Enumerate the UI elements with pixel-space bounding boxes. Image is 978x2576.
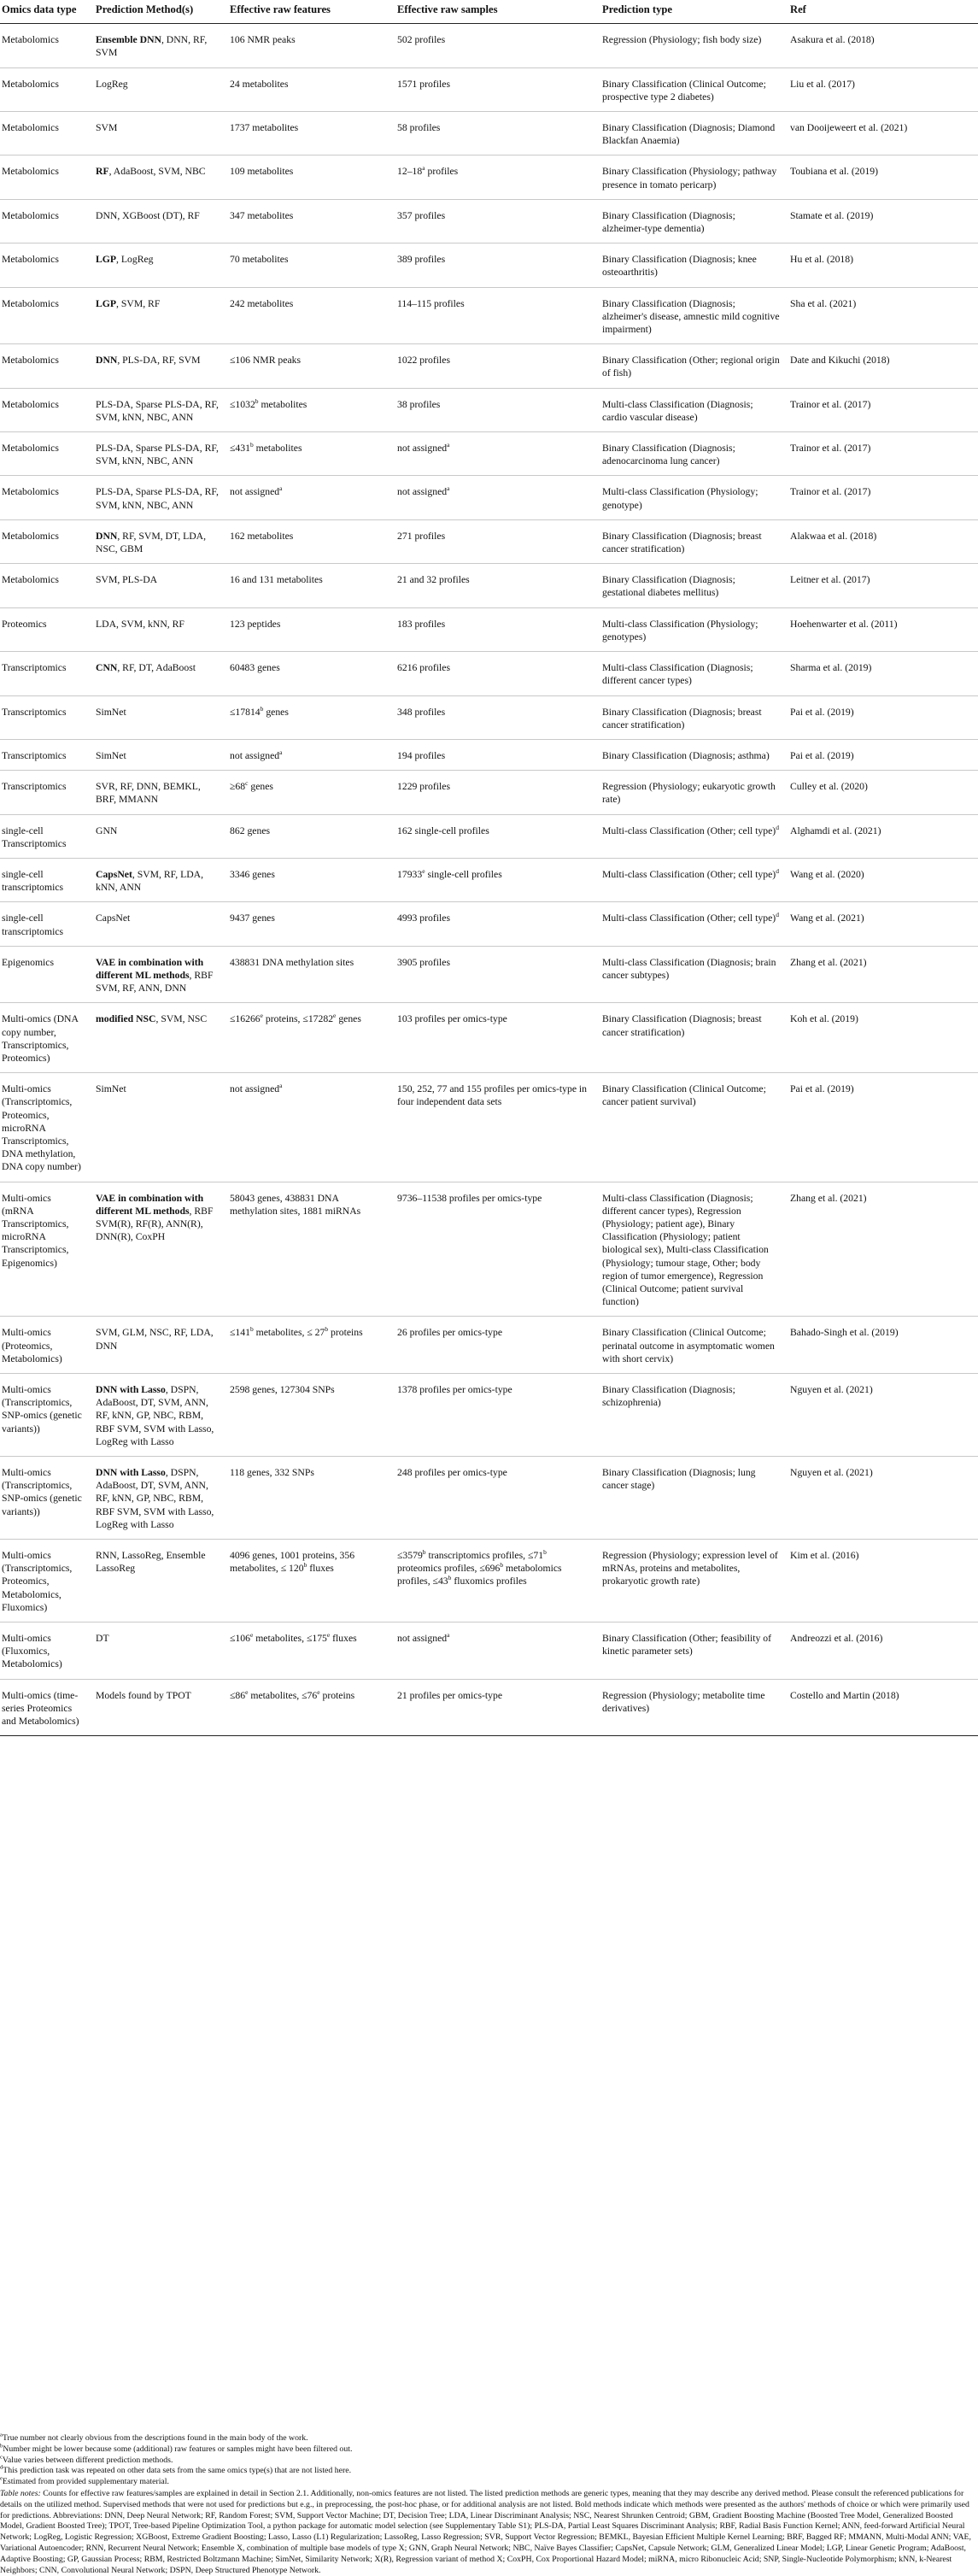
method-primary: DNN with Lasso [96, 1384, 166, 1396]
cell-ref: Trainor et al. (2017) [788, 432, 978, 476]
cell-method [94, 607, 228, 651]
method-others: , PLS-DA, RF, SVM [117, 355, 201, 367]
cell-omics: Metabolomics [0, 244, 94, 287]
cell-prediction-type: Binary Classification (Diagnosis; gestational diabetes mellitus) [600, 564, 788, 607]
cell-features: 9437 genes [228, 902, 395, 946]
cell-samples: 103 profiles per omics-type [395, 1003, 600, 1073]
table-row [0, 1317, 978, 1374]
cell-features: $\le 17814^b$ genes [228, 695, 395, 739]
cell-prediction-type: Binary Classification (Physiology; pathway presence in tomato pericarp) [600, 155, 788, 199]
table-row [0, 946, 978, 1003]
method-primary: Ensemble DNN [96, 34, 161, 46]
cell-prediction-type: Multi-class Classification (Diagnosis; different cancer types) [600, 652, 788, 695]
cell-prediction-type: Binary Classification (Diagnosis; adenocarcinoma lung cancer) [600, 432, 788, 476]
cell-method [94, 287, 228, 344]
cell-prediction-type: Multi-class Classification (Diagnosis; different cancer types), Regression (Physiology; patient age), Binary Classification (Physiology; patient biological sex), Multi-class Classification (Physiology; tumour stage, Other; body region of tumor emergence), Regression (Clinical Outcome; patient survival function) [600, 1182, 788, 1317]
cell-method [94, 344, 228, 388]
cell-ref: Hu et al. (2018) [788, 244, 978, 287]
cell-method [94, 244, 228, 287]
cell-prediction-type: Binary Classification (Diagnosis; asthma) [600, 739, 788, 770]
cell-samples: 58 profiles [395, 112, 600, 155]
table-row [0, 244, 978, 287]
method-others: SVM, PLS-DA [96, 574, 158, 586]
cell-method [94, 771, 228, 814]
cell-features: ≤106 NMR peaks [228, 344, 395, 388]
cell-prediction-type: Binary Classification (Diagnosis; breast cancer stratification) [600, 1003, 788, 1073]
method-primary: CapsNet [96, 868, 132, 880]
cell-prediction-type: Binary Classification (Other; regional origin of fish) [600, 344, 788, 388]
table-row [0, 1622, 978, 1680]
cell-prediction-type: Regression (Physiology; expression level of mRNAs, proteins and metabolites, prokaryotic growth rate) [600, 1540, 788, 1622]
cell-samples: not assigned$^a$ [395, 476, 600, 519]
cell-prediction-type: Binary Classification (Diagnosis; Diamond Blackfan Anaemia) [600, 112, 788, 155]
table-body [0, 24, 978, 1736]
cell-samples: 1378 profiles per omics-type [395, 1374, 600, 1457]
method-others: SVM [96, 122, 118, 134]
footnote-c-text: Value varies between different prediction methods. [2, 2455, 173, 2465]
method-others: , DSPN, AdaBoost, DT, SVM, ANN, RF, kNN, GP, NBC, RBM, RBF SVM, SVM with Lasso, LogReg with Lasso [96, 1467, 214, 1530]
cell-samples: $\le 3579^b$ transcriptomics profiles, $\le 71^b$ proteomics profiles, $\le 696^b$ metabolomics profiles, $\le 43^b$ fluxomics profiles [395, 1540, 600, 1622]
cell-samples: 3905 profiles [395, 946, 600, 1003]
cell-method [94, 739, 228, 770]
cell-method [94, 814, 228, 858]
table-row [0, 67, 978, 111]
method-others: , DNN, RF, SVM [96, 34, 208, 59]
footnote-a-text: True number not clearly obvious from the descriptions found in the main body of the work. [2, 2433, 308, 2443]
header-features: Effective raw features [228, 0, 395, 24]
cell-method [94, 1622, 228, 1680]
table-notes [0, 2433, 974, 2576]
cell-samples: 26 profiles per omics-type [395, 1317, 600, 1374]
method-others: SimNet [96, 749, 126, 761]
cell-features: $\le 141^b$ metabolites, ≤ $27^b$ proteins [228, 1317, 395, 1374]
cell-prediction-type: Binary Classification (Diagnosis; alzheimer's disease, amnestic mild cognitive impairment) [600, 287, 788, 344]
cell-samples: not assigned$^a$ [395, 1622, 600, 1680]
cell-features: 123 peptides [228, 607, 395, 651]
cell-samples: 1571 profiles [395, 67, 600, 111]
footnote-e: $^e$Estimated from provided supplementary material. [0, 2475, 169, 2487]
cell-method [94, 155, 228, 199]
cell-ref: Pai et al. (2019) [788, 739, 978, 770]
cell-samples: 21 profiles per omics-type [395, 1679, 600, 1736]
table-row [0, 24, 978, 67]
cell-method [94, 1182, 228, 1317]
header-method: Prediction Method(s) [94, 0, 228, 24]
cell-features: $\ge 68^c$ genes [228, 771, 395, 814]
cell-prediction-type: Binary Classification (Clinical Outcome; perinatal outcome in asymptomatic women with short cervix) [600, 1317, 788, 1374]
header-prediction-type: Prediction type [600, 0, 788, 24]
table-row [0, 607, 978, 651]
table-row [0, 287, 978, 344]
cell-samples: 4993 profiles [395, 902, 600, 946]
table-row [0, 1679, 978, 1736]
table-header [0, 0, 978, 24]
method-primary: modified NSC [96, 1013, 156, 1025]
cell-omics: Multi-omics (Transcriptomics, Proteomics, microRNA Transcriptomics, DNA methylation, DNA copy number) [0, 1073, 94, 1182]
cell-omics: Multi-omics (time-series Proteomics and Metabolomics) [0, 1679, 94, 1736]
cell-samples: 348 profiles [395, 695, 600, 739]
cell-prediction-type: Binary Classification (Diagnosis; breast cancer stratification) [600, 519, 788, 563]
cell-ref: Nguyen et al. (2021) [788, 1374, 978, 1457]
table-row [0, 432, 978, 476]
cell-ref: Hoehenwarter et al. (2011) [788, 607, 978, 651]
cell-method [94, 858, 228, 901]
cell-features: not assigned$^a$ [228, 1073, 395, 1182]
cell-omics: Metabolomics [0, 155, 94, 199]
cell-samples: 21 and 32 profiles [395, 564, 600, 607]
cell-omics: Transcriptomics [0, 771, 94, 814]
cell-omics: single-cell Transcriptomics [0, 814, 94, 858]
cell-features: not assigned$^a$ [228, 739, 395, 770]
cell-method [94, 67, 228, 111]
cell-ref: Liu et al. (2017) [788, 67, 978, 111]
cell-features: 70 metabolites [228, 244, 395, 287]
footnote-d: $^d$This prediction task was repeated on other data sets from the same omics type(s) that are not listed here. [0, 2465, 352, 2476]
cell-method [94, 519, 228, 563]
table-row [0, 814, 978, 858]
cell-omics: Metabolomics [0, 476, 94, 519]
cell-prediction-type: Multi-class Classification (Physiology; genotype) [600, 476, 788, 519]
cell-omics: Metabolomics [0, 388, 94, 431]
cell-samples: 194 profiles [395, 739, 600, 770]
cell-features: $\le 1032^b$ metabolites [228, 388, 395, 431]
cell-samples: 248 profiles per omics-type [395, 1457, 600, 1540]
cell-method [94, 695, 228, 739]
cell-prediction-type: Binary Classification (Diagnosis; knee osteoarthritis) [600, 244, 788, 287]
method-others: RNN, LassoReg, Ensemble LassoReg [96, 1550, 206, 1575]
cell-omics: Multi-omics (Fluxomics, Metabolomics) [0, 1622, 94, 1680]
method-others: SimNet [96, 1083, 126, 1095]
cell-samples: 357 profiles [395, 199, 600, 243]
table-row [0, 476, 978, 519]
cell-ref: Kim et al. (2016) [788, 1540, 978, 1622]
method-others: CapsNet [96, 912, 131, 924]
method-others: , SVM, RF, LDA, kNN, ANN [96, 868, 204, 894]
cell-method [94, 652, 228, 695]
cell-ref: Zhang et al. (2021) [788, 946, 978, 1003]
cell-samples: 17933e single-cell profiles [395, 858, 600, 901]
header-samples: Effective raw samples [395, 0, 600, 24]
method-others: , DSPN, AdaBoost, DT, SVM, ANN, RF, kNN, GP, NBC, RBM, RBF SVM, SVM with Lasso, LogReg with Lasso [96, 1384, 214, 1447]
method-primary: DNN [96, 355, 118, 367]
table-row [0, 652, 978, 695]
cell-ref: Costello and Martin (2018) [788, 1679, 978, 1736]
cell-ref: Nguyen et al. (2021) [788, 1457, 978, 1540]
cell-prediction-type: Multi-class Classification (Other; cell type)$^d$ [600, 814, 788, 858]
cell-prediction-type: Binary Classification (Diagnosis; schizophrenia) [600, 1374, 788, 1457]
table-row [0, 388, 978, 431]
cell-samples: not assigned$^a$ [395, 432, 600, 476]
cell-ref: Bahado-Singh et al. (2019) [788, 1317, 978, 1374]
cell-samples: 1229 profiles [395, 771, 600, 814]
cell-ref: Zhang et al. (2021) [788, 1182, 978, 1317]
footnote-b-text: Number might be lower because some (additional) raw features or samples might have been filtered out. [3, 2444, 353, 2454]
cell-prediction-type: Binary Classification (Clinical Outcome; cancer patient survival) [600, 1073, 788, 1182]
cell-prediction-type: Binary Classification (Diagnosis; alzheimer-type dementia) [600, 199, 788, 243]
cell-samples: 150, 252, 77 and 155 profiles per omics-type in four independent data sets [395, 1073, 600, 1182]
table-row [0, 695, 978, 739]
cell-method [94, 1679, 228, 1736]
cell-ref: Toubiana et al. (2019) [788, 155, 978, 199]
cell-prediction-type: Binary Classification (Diagnosis; breast cancer stratification) [600, 695, 788, 739]
method-others: LDA, SVM, kNN, RF [96, 618, 184, 630]
cell-features: $\le 431^b$ metabolites [228, 432, 395, 476]
cell-omics: Metabolomics [0, 564, 94, 607]
cell-samples: 162 single-cell profiles [395, 814, 600, 858]
cell-prediction-type: Regression (Physiology; metabolite time derivatives) [600, 1679, 788, 1736]
cell-samples: 389 profiles [395, 244, 600, 287]
method-others: , RF, DT, AdaBoost [117, 662, 196, 674]
cell-omics: Multi-omics (Transcriptomics, SNP-omics (genetic variants)) [0, 1374, 94, 1457]
cell-method [94, 1374, 228, 1457]
method-others: , LogReg [116, 254, 154, 266]
method-others: Models found by TPOT [96, 1689, 191, 1701]
cell-ref: Pai et al. (2019) [788, 695, 978, 739]
method-others: PLS-DA, Sparse PLS-DA, RF, SVM, kNN, NBC, ANN [96, 398, 219, 423]
table-row [0, 739, 978, 770]
table-row [0, 1182, 978, 1317]
cell-omics: Metabolomics [0, 287, 94, 344]
cell-features: 106 NMR peaks [228, 24, 395, 67]
cell-method [94, 1003, 228, 1073]
table-row [0, 771, 978, 814]
cell-omics: Proteomics [0, 607, 94, 651]
cell-prediction-type: Regression (Physiology; eukaryotic growth rate) [600, 771, 788, 814]
cell-ref: Trainor et al. (2017) [788, 476, 978, 519]
cell-features: $\le 86^e$ metabolites, $\le 76^e$ proteins [228, 1679, 395, 1736]
cell-prediction-type: Multi-class Classification (Other; cell type)$^d$ [600, 858, 788, 901]
header-ref: Ref [788, 0, 978, 24]
cell-ref: Alghamdi et al. (2021) [788, 814, 978, 858]
footnote-d-text: This prediction task was repeated on other data sets from the same omics type(s) that are not listed here. [3, 2466, 352, 2476]
method-primary: LGP [96, 254, 117, 266]
cell-method [94, 199, 228, 243]
cell-method [94, 1540, 228, 1622]
method-primary: DNN with Lasso [96, 1467, 166, 1479]
cell-features: 3346 genes [228, 858, 395, 901]
method-primary: VAE in combination with different ML methods [96, 1192, 204, 1217]
cell-samples: 1022 profiles [395, 344, 600, 388]
cell-features: 1737 metabolites [228, 112, 395, 155]
cell-ref: Asakura et al. (2018) [788, 24, 978, 67]
cell-features: 162 metabolites [228, 519, 395, 563]
cell-samples: 12–18$^a$ profiles [395, 155, 600, 199]
method-others: , RBF SVM(R), RF(R), ANN(R), DNN(R), CoxPH [96, 1205, 214, 1243]
header-omics: Omics data type [0, 0, 94, 24]
cell-ref: Leitner et al. (2017) [788, 564, 978, 607]
cell-omics: Metabolomics [0, 519, 94, 563]
method-others: LogReg [96, 78, 128, 90]
table-row [0, 564, 978, 607]
table-row [0, 112, 978, 155]
cell-prediction-type: Multi-class Classification (Diagnosis; cardio vascular disease) [600, 388, 788, 431]
cell-method [94, 476, 228, 519]
cell-omics: Multi-omics (DNA copy number, Transcriptomics, Proteomics) [0, 1003, 94, 1073]
method-others: DT [96, 1633, 109, 1645]
cell-samples: 114–115 profiles [395, 287, 600, 344]
footnote-b: $^b$Number might be lower because some (additional) raw features or samples might have been filtered out. [0, 2443, 353, 2454]
method-others: PLS-DA, Sparse PLS-DA, RF, SVM, kNN, NBC, ANN [96, 486, 219, 511]
cell-features: 4096 genes, 1001 proteins, 356 metabolites, ≤ $120^b$ fluxes [228, 1540, 395, 1622]
method-others: , RF, SVM, DT, LDA, NSC, GBM [96, 530, 207, 555]
cell-features: 2598 genes, 127304 SNPs [228, 1374, 395, 1457]
cell-omics: single-cell transcriptomics [0, 902, 94, 946]
cell-prediction-type: Regression (Physiology; fish body size) [600, 24, 788, 67]
cell-method [94, 432, 228, 476]
cell-features: $\le 16266^e$ proteins, $\le 17282^e$ genes [228, 1003, 395, 1073]
cell-features: 242 metabolites [228, 287, 395, 344]
cell-features: 60483 genes [228, 652, 395, 695]
table-notes-paragraph [0, 2489, 974, 2576]
cell-method [94, 1317, 228, 1374]
method-others: , RBF SVM, RF, ANN, DNN [96, 969, 214, 995]
cell-omics: Metabolomics [0, 112, 94, 155]
cell-ref: Wang et al. (2020) [788, 858, 978, 901]
table-row [0, 858, 978, 901]
cell-omics: Metabolomics [0, 199, 94, 243]
cell-features: 862 genes [228, 814, 395, 858]
cell-method [94, 946, 228, 1003]
cell-omics: Transcriptomics [0, 739, 94, 770]
method-others: , SVM, RF [116, 297, 161, 309]
method-primary: RF [96, 166, 109, 178]
table-notes-text: Counts for effective raw features/samples are explained in detail in Section 2.1. Additionally, non-omics features are not listed. The listed prediction methods are generic types, meaning that they may describe any derived method. Please consult the referenced publications for details on the utilized method. Supervised methods that were not used for predictions but e.g., in preprocessing, the post-hoc phase, or for additional analysis are not listed. Bold methods indicate which methods were presented as the authors' methods of choice or which were primarily used for predictions. Abbreviations: DNN, Deep Neural Network; RF, Random Forest; SVM, Support Vector Machine; DT, Decision Tree; LDA, Linear Discriminant Analysis; NSC, Nearest Shrunken Centroid; GBM, Gradient Boosting Machine (Boosted Tree Model, Generalized Boosted Model, Gradient Boosted Tree); TPOT, Tree-based Pipeline Optimization Tool, a python package for automatic model selection (see Supplementary Table S1); PLS-DA, Partial Least Squares Discriminant Analysis; RBF, Radial Basis Function Kernel; ANN, feed-forward Artificial Neural Network; LogReg, Logistic Regression; XGBoost, Extreme Gradient Boosting; Lasso, Lasso (L1) Regularization; LassoReg, Lasso Regression; SVR, Support Vector Regression; BEMKL, Bayesian Efficient Multiple Kernel Learning; BRF, Bagged RF; MMANN, Multi-Modal ANN; VAE, Variational Autoencoder; RNN, Recurrent Neural Network; Ensemble X, combination of multiple base models of type X; GNN, Graph Neural Network; NBC, Naïve Bayes Classifier; CapsNet, Capsule Network; GLM, Generalized Linear Model; LGP, Linear Genetic Program; AdaBoost, Adaptive Boosting; GP, Gaussian Process; RBM, Restricted Boltzmann Machine; SimNet, Similarity Network; X(R), Regression variant of method X; CoxPH, Cox Proportional Hazard Model; miRNA, micro Ribonucleic Acid; SNP, Single-Nucleotide Polymorphism; kNN, k-Nearest Neighbors; CNN, Convolutional Neural Network; DSPN, Deep Structured Phenotype Network. [0, 2488, 971, 2575]
cell-omics: Metabolomics [0, 24, 94, 67]
cell-features: $\le 106^e$ metabolites, $\le 175^e$ fluxes [228, 1622, 395, 1680]
cell-prediction-type: Multi-class Classification (Physiology; genotypes) [600, 607, 788, 651]
cell-method [94, 112, 228, 155]
cell-features: 109 metabolites [228, 155, 395, 199]
method-primary: VAE in combination with different ML methods [96, 956, 204, 981]
table-row [0, 1003, 978, 1073]
cell-omics: Epigenomics [0, 946, 94, 1003]
cell-method [94, 902, 228, 946]
cell-omics: single-cell transcriptomics [0, 858, 94, 901]
method-others: DNN, XGBoost (DT), RF [96, 209, 200, 221]
cell-features: 347 metabolites [228, 199, 395, 243]
cell-features: 24 metabolites [228, 67, 395, 111]
cell-omics: Multi-omics (Transcriptomics, Proteomics, Metabolomics, Fluxomics) [0, 1540, 94, 1622]
cell-features: 118 genes, 332 SNPs [228, 1457, 395, 1540]
cell-prediction-type: Multi-class Classification (Diagnosis; brain cancer subtypes) [600, 946, 788, 1003]
cell-omics: Metabolomics [0, 344, 94, 388]
table-row [0, 1374, 978, 1457]
cell-ref: Trainor et al. (2017) [788, 388, 978, 431]
cell-prediction-type: Binary Classification (Diagnosis; lung cancer stage) [600, 1457, 788, 1540]
method-others: , AdaBoost, SVM, NBC [108, 166, 206, 178]
table-row [0, 1457, 978, 1540]
method-primary: CNN [96, 662, 118, 674]
cell-samples: 271 profiles [395, 519, 600, 563]
table-row [0, 519, 978, 563]
cell-omics: Metabolomics [0, 432, 94, 476]
cell-ref: Pai et al. (2019) [788, 1073, 978, 1182]
method-others: , SVM, NSC [155, 1013, 208, 1025]
method-primary: LGP [96, 297, 117, 309]
footnote-c: $^c$Value varies between different prediction methods. [0, 2454, 173, 2465]
table-row [0, 1540, 978, 1622]
cell-ref: van Dooijeweert et al. (2021) [788, 112, 978, 155]
cell-samples: 38 profiles [395, 388, 600, 431]
table-row [0, 344, 978, 388]
method-others: PLS-DA, Sparse PLS-DA, RF, SVM, kNN, NBC, ANN [96, 443, 219, 467]
header-row [0, 0, 978, 24]
cell-ref: Sharma et al. (2019) [788, 652, 978, 695]
footnote-a: $^a$True number not clearly obvious from the descriptions found in the main body of the work. [0, 2432, 308, 2443]
cell-method [94, 388, 228, 431]
table-row [0, 902, 978, 946]
cell-samples: 502 profiles [395, 24, 600, 67]
footnote-e-text: Estimated from provided supplementary material. [2, 2477, 169, 2487]
cell-ref: Date and Kikuchi (2018) [788, 344, 978, 388]
cell-samples: 9736–11538 profiles per omics-type [395, 1182, 600, 1317]
method-others: GNN [96, 824, 118, 836]
table-row [0, 1073, 978, 1182]
cell-method [94, 24, 228, 67]
cell-ref: Culley et al. (2020) [788, 771, 978, 814]
cell-ref: Andreozzi et al. (2016) [788, 1622, 978, 1680]
cell-omics: Transcriptomics [0, 695, 94, 739]
cell-prediction-type: Binary Classification (Other; feasibility of kinetic parameter sets) [600, 1622, 788, 1680]
cell-prediction-type: Binary Classification (Clinical Outcome; prospective type 2 diabetes) [600, 67, 788, 111]
cell-samples: 183 profiles [395, 607, 600, 651]
cell-features: 16 and 131 metabolites [228, 564, 395, 607]
cell-samples: 6216 profiles [395, 652, 600, 695]
cell-ref: Koh et al. (2019) [788, 1003, 978, 1073]
table-notes-label: Table notes: [0, 2488, 41, 2498]
cell-method [94, 1073, 228, 1182]
cell-ref: Wang et al. (2021) [788, 902, 978, 946]
cell-omics: Multi-omics (Transcriptomics, SNP-omics (genetic variants)) [0, 1457, 94, 1540]
cell-ref: Stamate et al. (2019) [788, 199, 978, 243]
cell-features: not assigned$^a$ [228, 476, 395, 519]
cell-omics: Metabolomics [0, 67, 94, 111]
cell-ref: Sha et al. (2021) [788, 287, 978, 344]
cell-prediction-type: Multi-class Classification (Other; cell type)$^d$ [600, 902, 788, 946]
table-row [0, 155, 978, 199]
cell-omics: Multi-omics (Proteomics, Metabolomics) [0, 1317, 94, 1374]
cell-omics: Transcriptomics [0, 652, 94, 695]
cell-method [94, 1457, 228, 1540]
cell-omics: Multi-omics (mRNA Transcriptomics, microRNA Transcriptomics, Epigenomics) [0, 1182, 94, 1317]
method-others: SVR, RF, DNN, BEMKL, BRF, MMANN [96, 781, 201, 806]
cell-method [94, 564, 228, 607]
cell-ref: Alakwaa et al. (2018) [788, 519, 978, 563]
cell-features: 58043 genes, 438831 DNA methylation sites, 1881 miRNAs [228, 1182, 395, 1317]
method-others: SVM, GLM, NSC, RF, LDA, DNN [96, 1327, 214, 1352]
method-primary: DNN [96, 530, 118, 542]
method-others: SimNet [96, 706, 126, 718]
cell-features: 438831 DNA methylation sites [228, 946, 395, 1003]
table-row [0, 199, 978, 243]
